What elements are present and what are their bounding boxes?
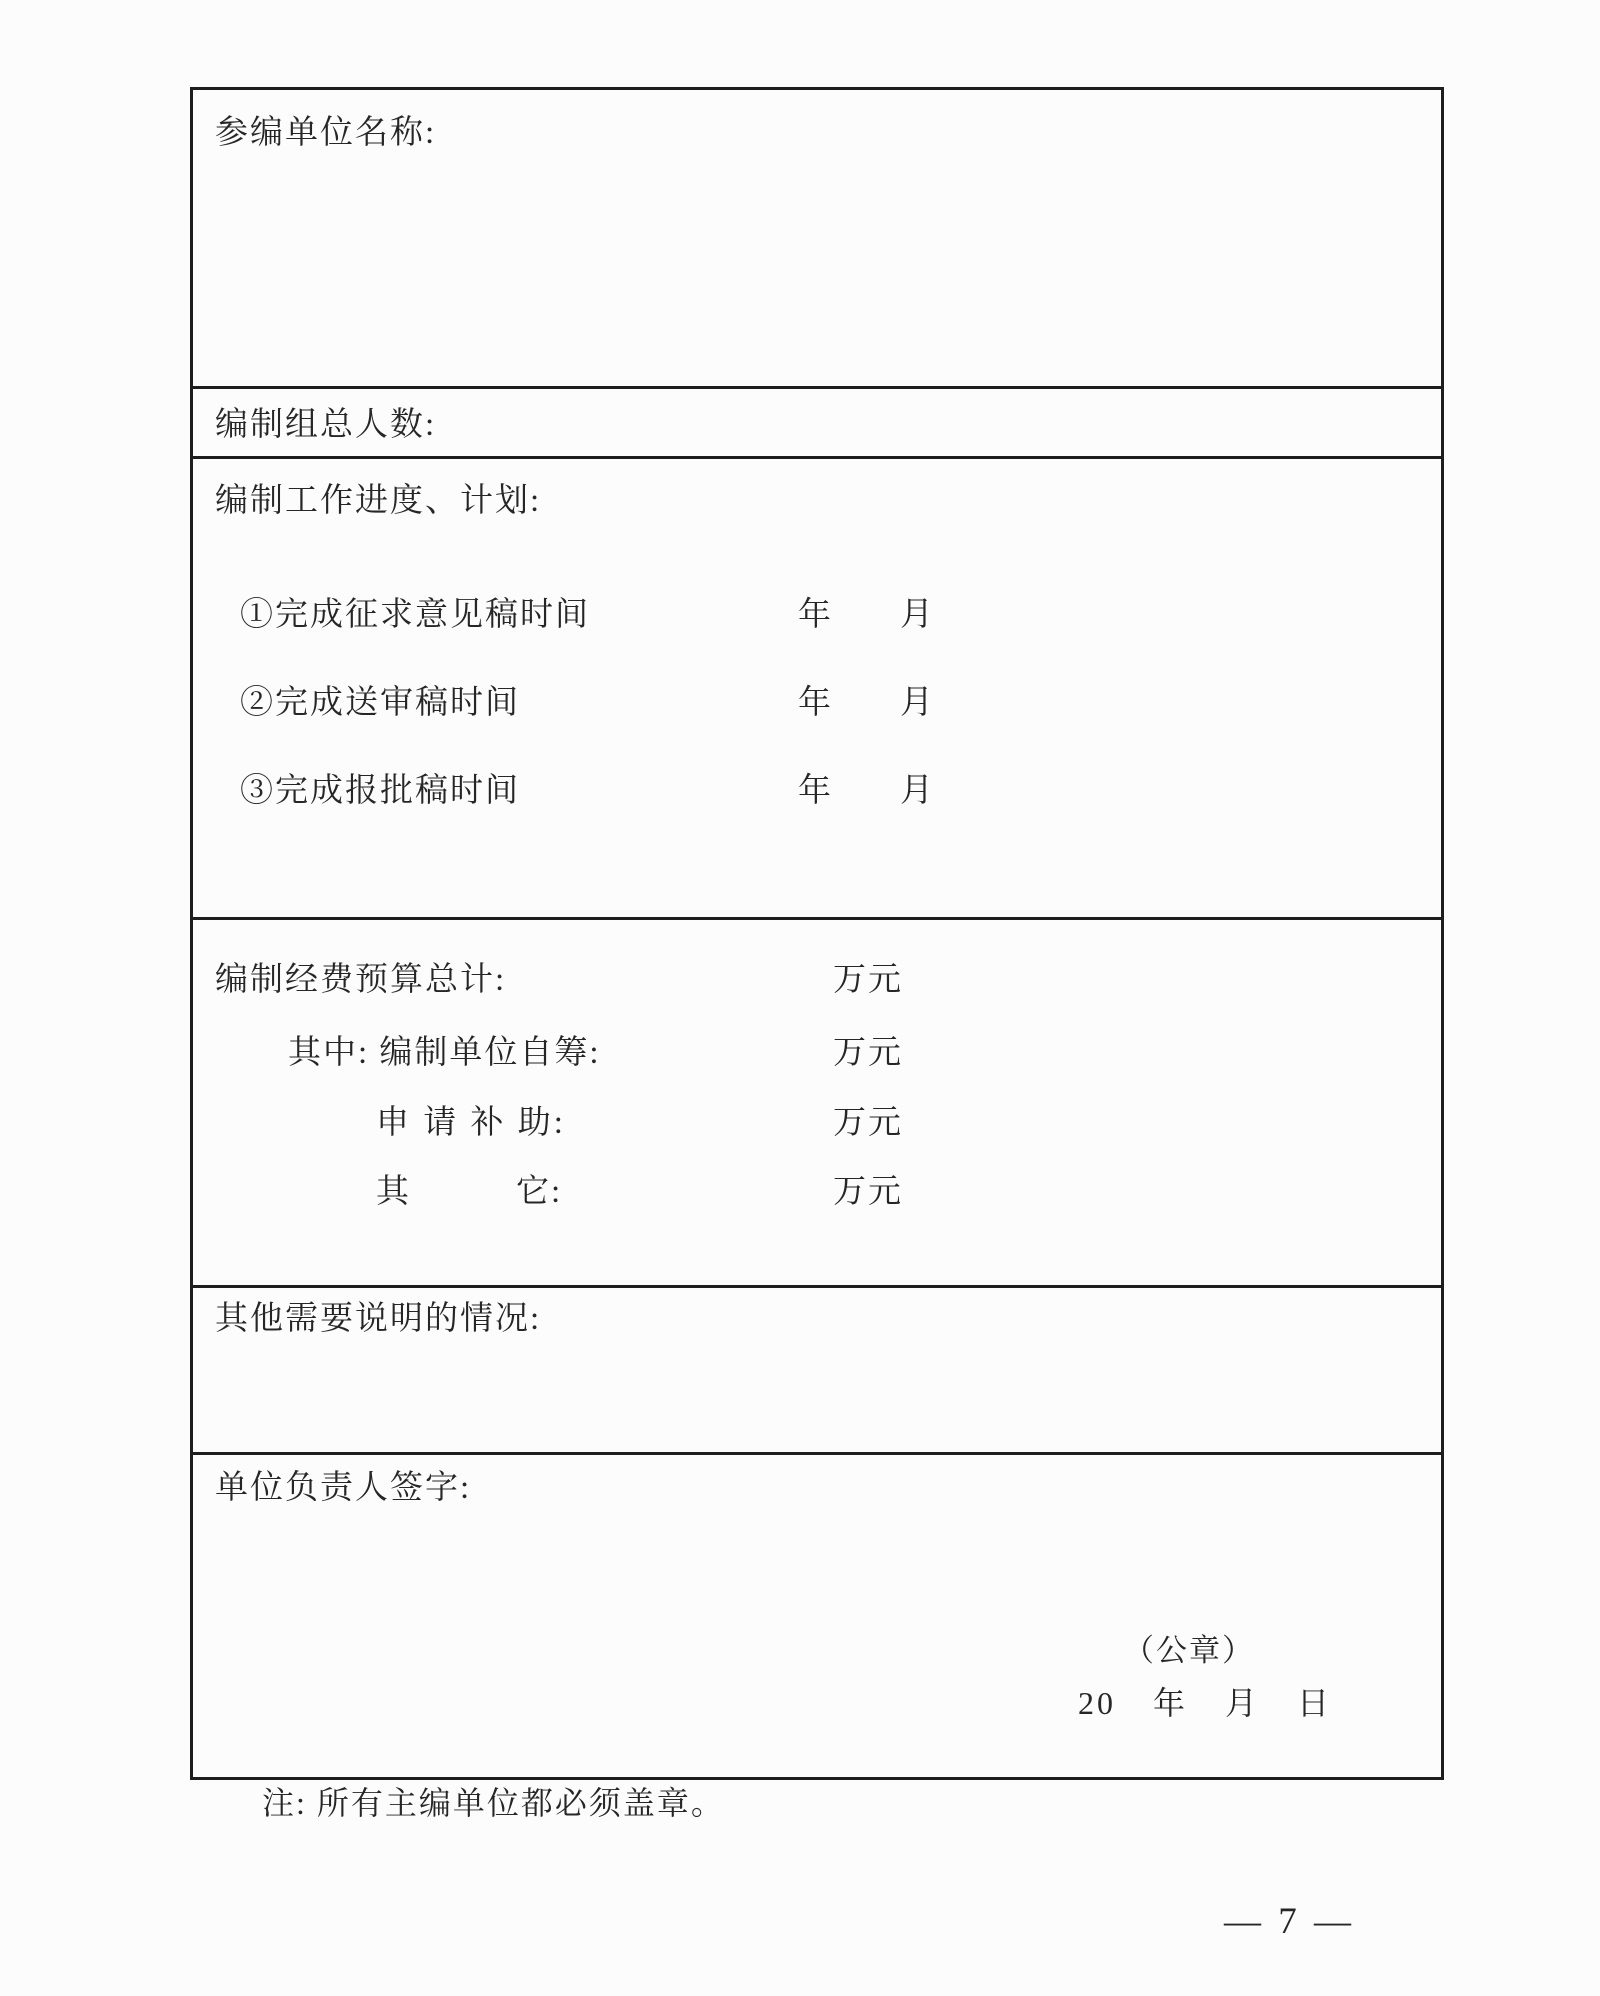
progress-item-label: ③完成报批稿时间 (240, 773, 520, 809)
month-placeholder: 月 (900, 597, 933, 633)
row-progress-plan (193, 456, 1441, 917)
budget-unit-label: 万元 (833, 1105, 903, 1141)
month-placeholder: 月 (900, 773, 933, 809)
progress-plan-label: 编制工作进度、计划: (215, 483, 542, 519)
budget-subsidy-label: 申 请 补 助: (376, 1105, 566, 1141)
row-signature (193, 1452, 1441, 1777)
budget-total-label: 编制经费预算总计: (215, 962, 507, 998)
signature-label: 单位负责人签字: (215, 1470, 472, 1506)
date-placeholder: 20 年 月 日 (1078, 1685, 1333, 1721)
footer-note: 注: 所有主编单位都必须盖章。 (262, 1785, 725, 1821)
participating-units-label: 参编单位名称: (215, 115, 437, 151)
official-seal-placeholder: （公章） (1123, 1633, 1255, 1668)
progress-item-label: ①完成征求意见稿时间 (240, 597, 590, 633)
row-participating-units (193, 90, 1441, 386)
year-placeholder: 年 (798, 685, 831, 721)
page-number: — 7 — (1224, 1901, 1355, 1942)
year-placeholder: 年 (798, 597, 831, 633)
budget-unit-label: 万元 (833, 962, 903, 998)
budget-other-label: 其 它: (376, 1174, 563, 1210)
row-team-size (193, 386, 1441, 456)
row-other-notes (193, 1285, 1441, 1452)
other-notes-label: 其他需要说明的情况: (215, 1301, 542, 1337)
year-placeholder: 年 (798, 773, 831, 809)
team-size-label: 编制组总人数: (215, 407, 437, 443)
budget-unit-label: 万元 (833, 1035, 903, 1071)
budget-self-raised-label: 其中: 编制单位自筹: (288, 1035, 601, 1071)
progress-item-label: ②完成送审稿时间 (240, 685, 520, 721)
month-placeholder: 月 (900, 685, 933, 721)
row-budget (193, 917, 1441, 1285)
budget-unit-label: 万元 (833, 1174, 903, 1210)
application-form-table (190, 87, 1444, 1780)
